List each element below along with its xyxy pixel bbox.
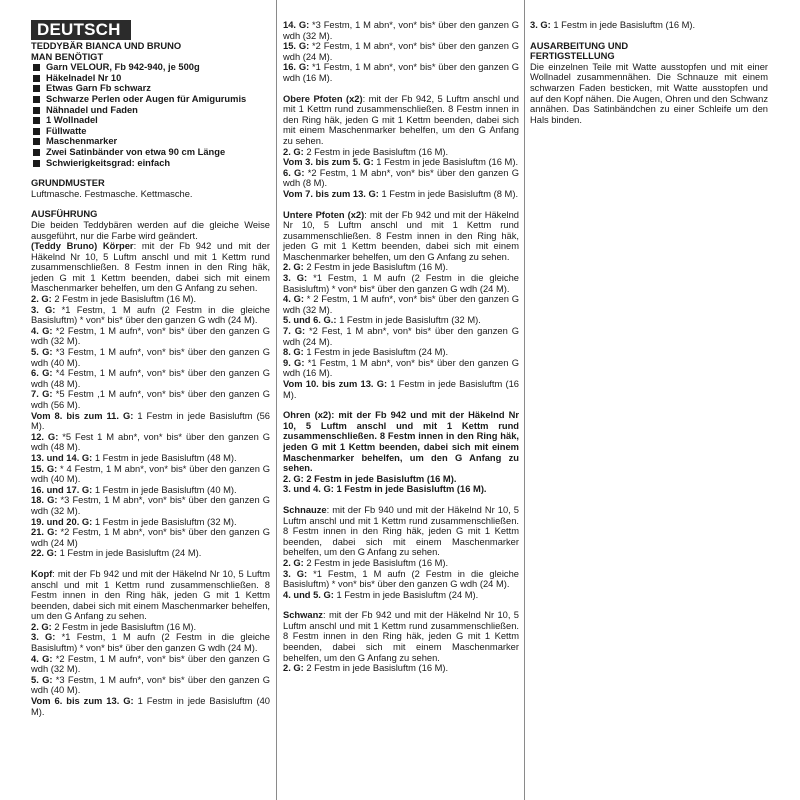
finishing-text: Die einzelnen Teile mit Watte ausstopfen und mit einer Wollnadel zusammennähen. Die Schnauze mit einem schwarzen Faden besticken, mit Watte ausstopfen und auf den Kopf nähen. Die Augen, Ohren und den Schwanz annähen. Das Satinbändchen zu einer Schleife um den Hals binden.	[530, 61, 768, 125]
body-row: 6. G: *4 Festm, 1 M aufn*, von* bis* über den ganzen G wdh (48 M).	[31, 368, 270, 389]
column-divider-1	[276, 0, 277, 800]
list-item: Maschenmarker	[31, 136, 270, 147]
list-item: Nähnadel und Faden	[31, 105, 270, 116]
bullet-square-icon	[33, 128, 40, 135]
body-row: Vom 8. bis zum 11. G: 1 Festm in jede Basisluftm (56 M).	[31, 410, 270, 432]
body-row: 7. G: *5 Festm ,1 M aufn*, von* bis* über den ganzen G wdh (56 M).	[31, 389, 270, 410]
upper-paws-paragraph: Obere Pfoten (x2): mit der Fb 942, 5 Luftm anschl und mit 1 Kettm rund zusammenschließen. 8 Festm innen in den Ring häk, jeden G mit 1 Kettm beenden, dabei sich mit einem Maschenmarker behelfen, um den G Anfang zu sehen.	[283, 93, 519, 146]
lower-paws-row: 4. G: * 2 Festm, 1 M aufn*, von* bis* über den ganzen G wdh (32 M).	[283, 294, 519, 315]
lower-paws-row: 7. G: *2 Fest, 1 M abn*, von* bis* über den ganzen G wdh (24 M).	[283, 326, 519, 347]
bullet-square-icon	[33, 96, 40, 103]
ears-paragraph: Ohren (x2): mit der Fb 942 und mit der Häkelnd Nr 10, 5 Luftm anschl und mit 1 Kettm rund zusammenschließen. 8 Festm innen in den Ring häk, jeden G mit 1 Kettm beenden, dabei sich mit einem Maschenmarker behelfen, um den G Anfang zu sehen.	[283, 410, 519, 474]
body-row: 4. G: *2 Festm, 1 M aufn*, von* bis* über den ganzen G wdh (32 M).	[31, 325, 270, 347]
lower-paws-row: 3. G: *1 Festm, 1 M aufn (2 Festm in die gleiche Basisluftm) * von* bis* über den ganzen G wdh (24 M).	[283, 273, 519, 294]
head-row: Vom 6. bis zum 13. G: 1 Festm in jede Basisluftm (40 M).	[31, 696, 270, 717]
snout-row: 3. G: *1 Festm, 1 M aufn (2 Festm in die gleiche Basisluftm) * von* bis* über den ganzen G wdh (24 M).	[283, 568, 519, 590]
list-item: Garn VELOUR, Fb 942-940, je 500g	[31, 62, 270, 73]
lower-paws-row: Vom 10. bis zum 13. G: 1 Festm in jede Basisluftm (16 M).	[283, 379, 519, 400]
body-row: 12. G: *5 Fest 1 M abn*, von* bis* über den ganzen G wdh (48 M).	[31, 431, 270, 453]
materials-heading: MAN BENÖTIGT	[31, 51, 104, 62]
bullet-square-icon	[33, 149, 40, 156]
head-row: 15. G: *2 Festm, 1 M abn*, von* bis* über den ganzen G wdh (24 M).	[283, 41, 519, 62]
lower-paws-row: 5. und 6. G.: 1 Festm in jede Basisluftm (32 M).	[283, 315, 481, 326]
body-row: 16. und 17. G: 1 Festm in jede Basisluftm (40 M).	[31, 484, 237, 495]
body-row: 2. G: 2 Festm in jede Basisluftm (16 M).	[31, 294, 197, 305]
execution-heading: AUSFÜHRUNG	[31, 209, 98, 220]
bullet-square-icon	[33, 160, 40, 167]
list-item: 1 Wollnadel	[31, 115, 270, 126]
upper-paws-row: Vom 7. bis zum 13. G: 1 Festm in jede Basisluftm (8 M).	[283, 188, 519, 199]
list-item: Zwei Satinbänder von etwa 90 cm Länge	[31, 147, 270, 158]
finishing-heading-line-2: FERTIGSTELLUNG	[530, 51, 615, 62]
head-paragraph: Kopf: mit der Fb 942 und mit der Häkelnd Nr 10, 5 Luftm anschl und mit 1 Kettm rund zusammenschließen. 8 Festm innen in den Ring häk, jeden G mit 1 Kettm beenden, dabei sich mit einem Maschenmarker behelfen, um den G Anfang zu sehen.	[31, 568, 270, 622]
ears-row: 2. G: 2 Festm in jede Basisluftm (16 M).	[283, 473, 457, 484]
list-item: Schwarze Perlen oder Augen für Amigurumis	[31, 94, 270, 105]
body-paragraph: (Teddy Bruno) Körper: mit der Fb 942 und mit der Häkelnd Nr 10, 5 Luftm anschl und mit 1 Kettm rund zusammenschließen. 8 Festm innen in den Ring häk, jeden G mit 1 Kettm beenden, dabei sich mit einem Maschenmarker behelfen, um den G Anfang zu sehen.	[31, 241, 270, 294]
pattern-title: TEDDYBÄR BIANCA UND BRUNO	[31, 41, 182, 51]
bullet-square-icon	[33, 117, 40, 124]
lower-paws-paragraph: Untere Pfoten (x2): mit der Fb 942 und mit der Häkelnd Nr 10, 5 Luftm anschl und mit 1 Kettm rund zusammenschließen. 8 Festm innen in den Ring häk, jeden G mit 1 Kettm beenden, dabei sich mit einem Maschenmarker behelfen, um den G Anfang zu sehen.	[283, 209, 519, 262]
tail-row: 2. G: 2 Festm in jede Basisluftm (16 M).	[283, 663, 449, 674]
head-row: 4. G: *2 Festm, 1 M aufn*, von* bis* über den ganzen G wdh (32 M).	[31, 653, 270, 675]
upper-paws-row: Vom 3. bis zum 5. G: 1 Festm in jede Basisluftm (16 M).	[283, 157, 519, 168]
head-row: 16. G: *1 Festm, 1 M abn*, von* bis* über den ganzen G wdh (16 M).	[283, 62, 519, 83]
head-row: 2. G: 2 Festm in jede Basisluftm (16 M).	[31, 621, 197, 632]
lower-paws-row: 2. G: 2 Festm in jede Basisluftm (16 M).	[283, 262, 449, 273]
body-row: 13. und 14. G: 1 Festm in jede Basisluftm (48 M).	[31, 452, 237, 463]
body-row: 19. und 20. G: 1 Festm in jede Basisluftm (32 M).	[31, 516, 237, 527]
list-item: Häkelnadel Nr 10	[31, 73, 270, 84]
ears-row: 3. und 4. G: 1 Festm in jede Basisluftm (16 M).	[283, 484, 487, 495]
bullet-square-icon	[33, 75, 40, 82]
bullet-square-icon	[33, 138, 40, 145]
tail-row: 3. G: 1 Festm in jede Basisluftm (16 M).	[530, 20, 696, 30]
snout-row: 2. G: 2 Festm in jede Basisluftm (16 M).	[283, 557, 449, 568]
lower-paws-row: 8. G: 1 Festm in jede Basisluftm (24 M).	[283, 347, 449, 358]
head-row: 14. G: *3 Festm, 1 M abn*, von* bis* über den ganzen G wdh (32 M).	[283, 20, 519, 41]
pattern-heading: GRUNDMUSTER	[31, 178, 105, 189]
upper-paws-row: 2. G: 2 Festm in jede Basisluftm (16 M).	[283, 146, 449, 157]
body-row: 18. G: *3 Festm, 1 M abn*, von* bis* über den ganzen G wdh (32 M).	[31, 495, 270, 516]
upper-paws-row: 6. G: *2 Festm, 1 M abn*, von* bis* über den ganzen G wdh (8 M).	[283, 167, 519, 189]
pattern-text: Luftmasche. Festmasche. Kettmasche.	[31, 188, 193, 199]
column-2	[283, 20, 519, 674]
head-row: 5. G: *3 Festm, 1 M aufn*, von* bis* über den ganzen G wdh (40 M).	[31, 674, 270, 696]
list-item: Etwas Garn Fb schwarz	[31, 83, 270, 94]
materials-list	[31, 62, 270, 168]
column-3	[530, 20, 768, 125]
column-1	[31, 20, 270, 717]
body-row: 15. G: * 4 Festm, 1 M abn*, von* bis* über den ganzen G wdh (40 M).	[31, 463, 270, 485]
intro-text: Die beiden Teddybären werden auf die gleiche Weise ausgeführt, nur die Farbe wird geändert.	[31, 219, 270, 241]
tail-paragraph: Schwanz: mit der Fb 942 und mit der Häkelnd Nr 10, 5 Luftm anschl und mit 1 Kettm rund zusammenschließen. 8 Festm innen in den Ring häk, jeden G mit 1 Kettm beenden, dabei sich mit einem Maschenmarker behelfen, um den G Anfang zu sehen.	[283, 610, 519, 663]
snout-row: 4. und 5. G: 1 Festm in jede Basisluftm (24 M).	[283, 589, 479, 600]
body-row: 22. G: 1 Festm in jede Basisluftm (24 M).	[31, 548, 202, 559]
body-row: 3. G: *1 Festm, 1 M aufn (2 Festm in die gleiche Basisluftm) * von* bis* über den ganzen G wdh (24 M).	[31, 304, 270, 326]
snout-paragraph: Schnauze: mit der Fb 940 und mit der Häkelnd Nr 10, 5 Luftm anschl und mit 1 Kettm rund zusammenschließen. 8 Festm innen in den Ring häk, jeden G mit 1 Kettm beenden, dabei sich mit einem Maschenmarker behelfen, um den G Anfang zu sehen.	[283, 504, 519, 558]
head-row: 3. G: *1 Festm, 1 M aufn (2 Festm in die gleiche Basisluftm) * von* bis* über den ganzen G wdh (24 M).	[31, 632, 270, 654]
body-row: 5. G: *3 Festm, 1 M aufn*, von* bis* über den ganzen G wdh (40 M).	[31, 347, 270, 368]
list-item: Füllwatte	[31, 126, 270, 137]
bullet-square-icon	[33, 64, 40, 71]
finishing-heading: AUSARBEITUNG UND	[530, 40, 629, 51]
bullet-square-icon	[33, 107, 40, 114]
column-divider-2	[524, 0, 525, 800]
list-item: Schwierigkeitsgrad: einfach	[31, 158, 270, 169]
language-label: DEUTSCH	[31, 20, 131, 40]
lower-paws-row: 9. G: *1 Festm, 1 M abn*, von* bis* über den ganzen G wdh (16 M).	[283, 357, 519, 379]
bullet-square-icon	[33, 85, 40, 92]
body-row: 21. G: *2 Festm, 1 M abn*, von* bis* über den ganzen G wdh (24 M)	[31, 527, 270, 548]
